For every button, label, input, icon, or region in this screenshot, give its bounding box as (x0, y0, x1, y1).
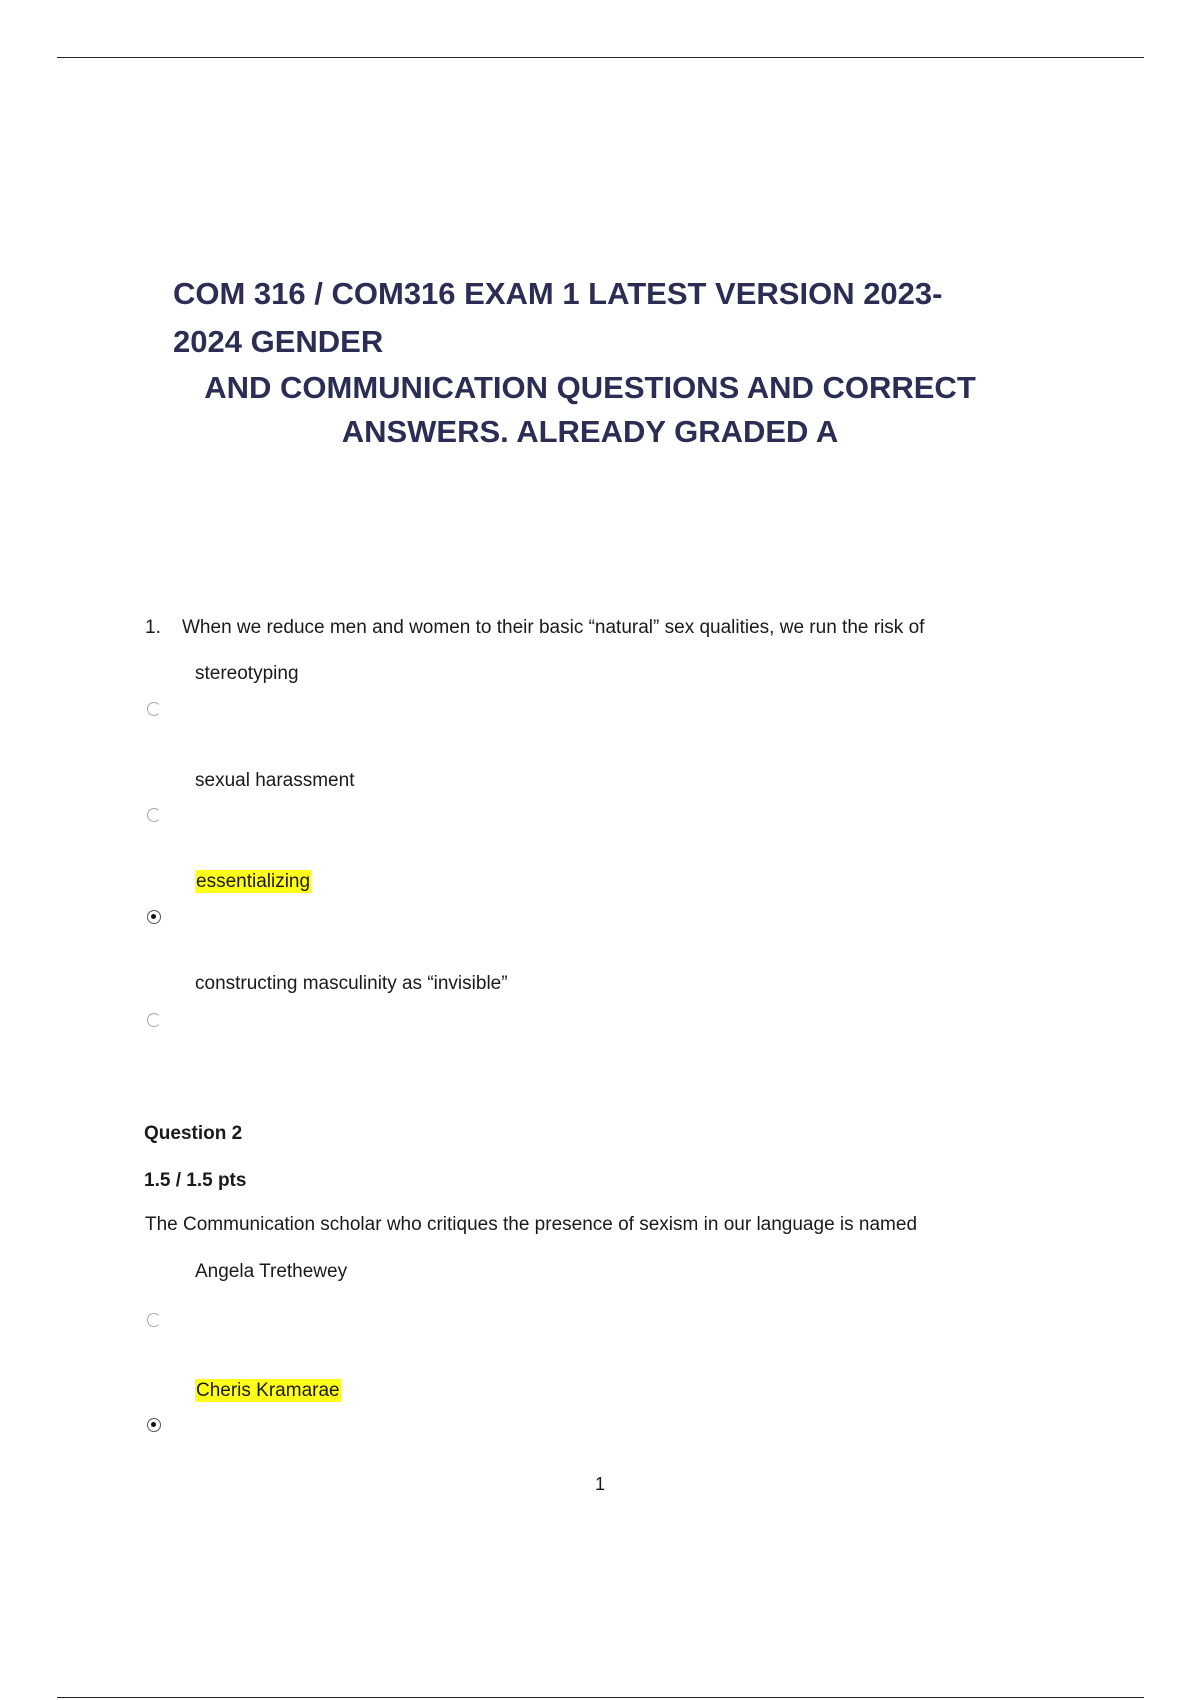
highlighted-answer: essentializing (196, 871, 311, 892)
q1-option-2-radio[interactable] (147, 808, 161, 822)
top-rule (57, 57, 1144, 58)
question-1-text (145, 617, 924, 639)
q1-option-4-radio[interactable] (147, 1013, 161, 1027)
q1-option-2-label: sexual harassment (195, 770, 355, 791)
title-line-1b: 2024 GENDER (173, 324, 384, 359)
highlighted-answer: Cheris Kramarae (196, 1380, 340, 1401)
question-2-points: 1.5 / 1.5 pts (144, 1170, 247, 1191)
title-line-2b: ANSWERS. ALREADY GRADED A (341, 414, 839, 449)
title-line-2a: AND COMMUNICATION QUESTIONS AND CORRECT (204, 370, 976, 405)
q1-option-3-label (195, 871, 311, 893)
question-2-text: The Communication scholar who critiques the presence of sexism in our language is named (145, 1214, 918, 1235)
question-text: When we reduce men and women to their basic “natural” sex qualities, we run the risk of (182, 617, 925, 638)
title-line-1a: COM 316 / COM316 EXAM 1 LATEST VERSION 2023- (173, 276, 943, 311)
q2-option-1-label: Angela Trethewey (195, 1261, 348, 1282)
q1-option-1-label: stereotyping (195, 663, 299, 684)
q2-option-1-radio[interactable] (147, 1313, 161, 1327)
page-number: 1 (594, 1474, 605, 1494)
title-part-1 (150, 270, 1030, 366)
title-part-2 (150, 366, 1030, 454)
q1-option-1-radio[interactable] (147, 702, 161, 716)
q2-option-2-label (195, 1380, 341, 1402)
q1-option-3-radio[interactable] (147, 910, 161, 924)
document-title (150, 270, 1030, 454)
bottom-rule (57, 1697, 1144, 1698)
q2-option-2-radio[interactable] (147, 1418, 161, 1432)
question-number: 1. (145, 617, 161, 638)
q1-option-4-label: constructing masculinity as “invisible” (195, 973, 508, 994)
question-2-heading: Question 2 (144, 1123, 243, 1144)
